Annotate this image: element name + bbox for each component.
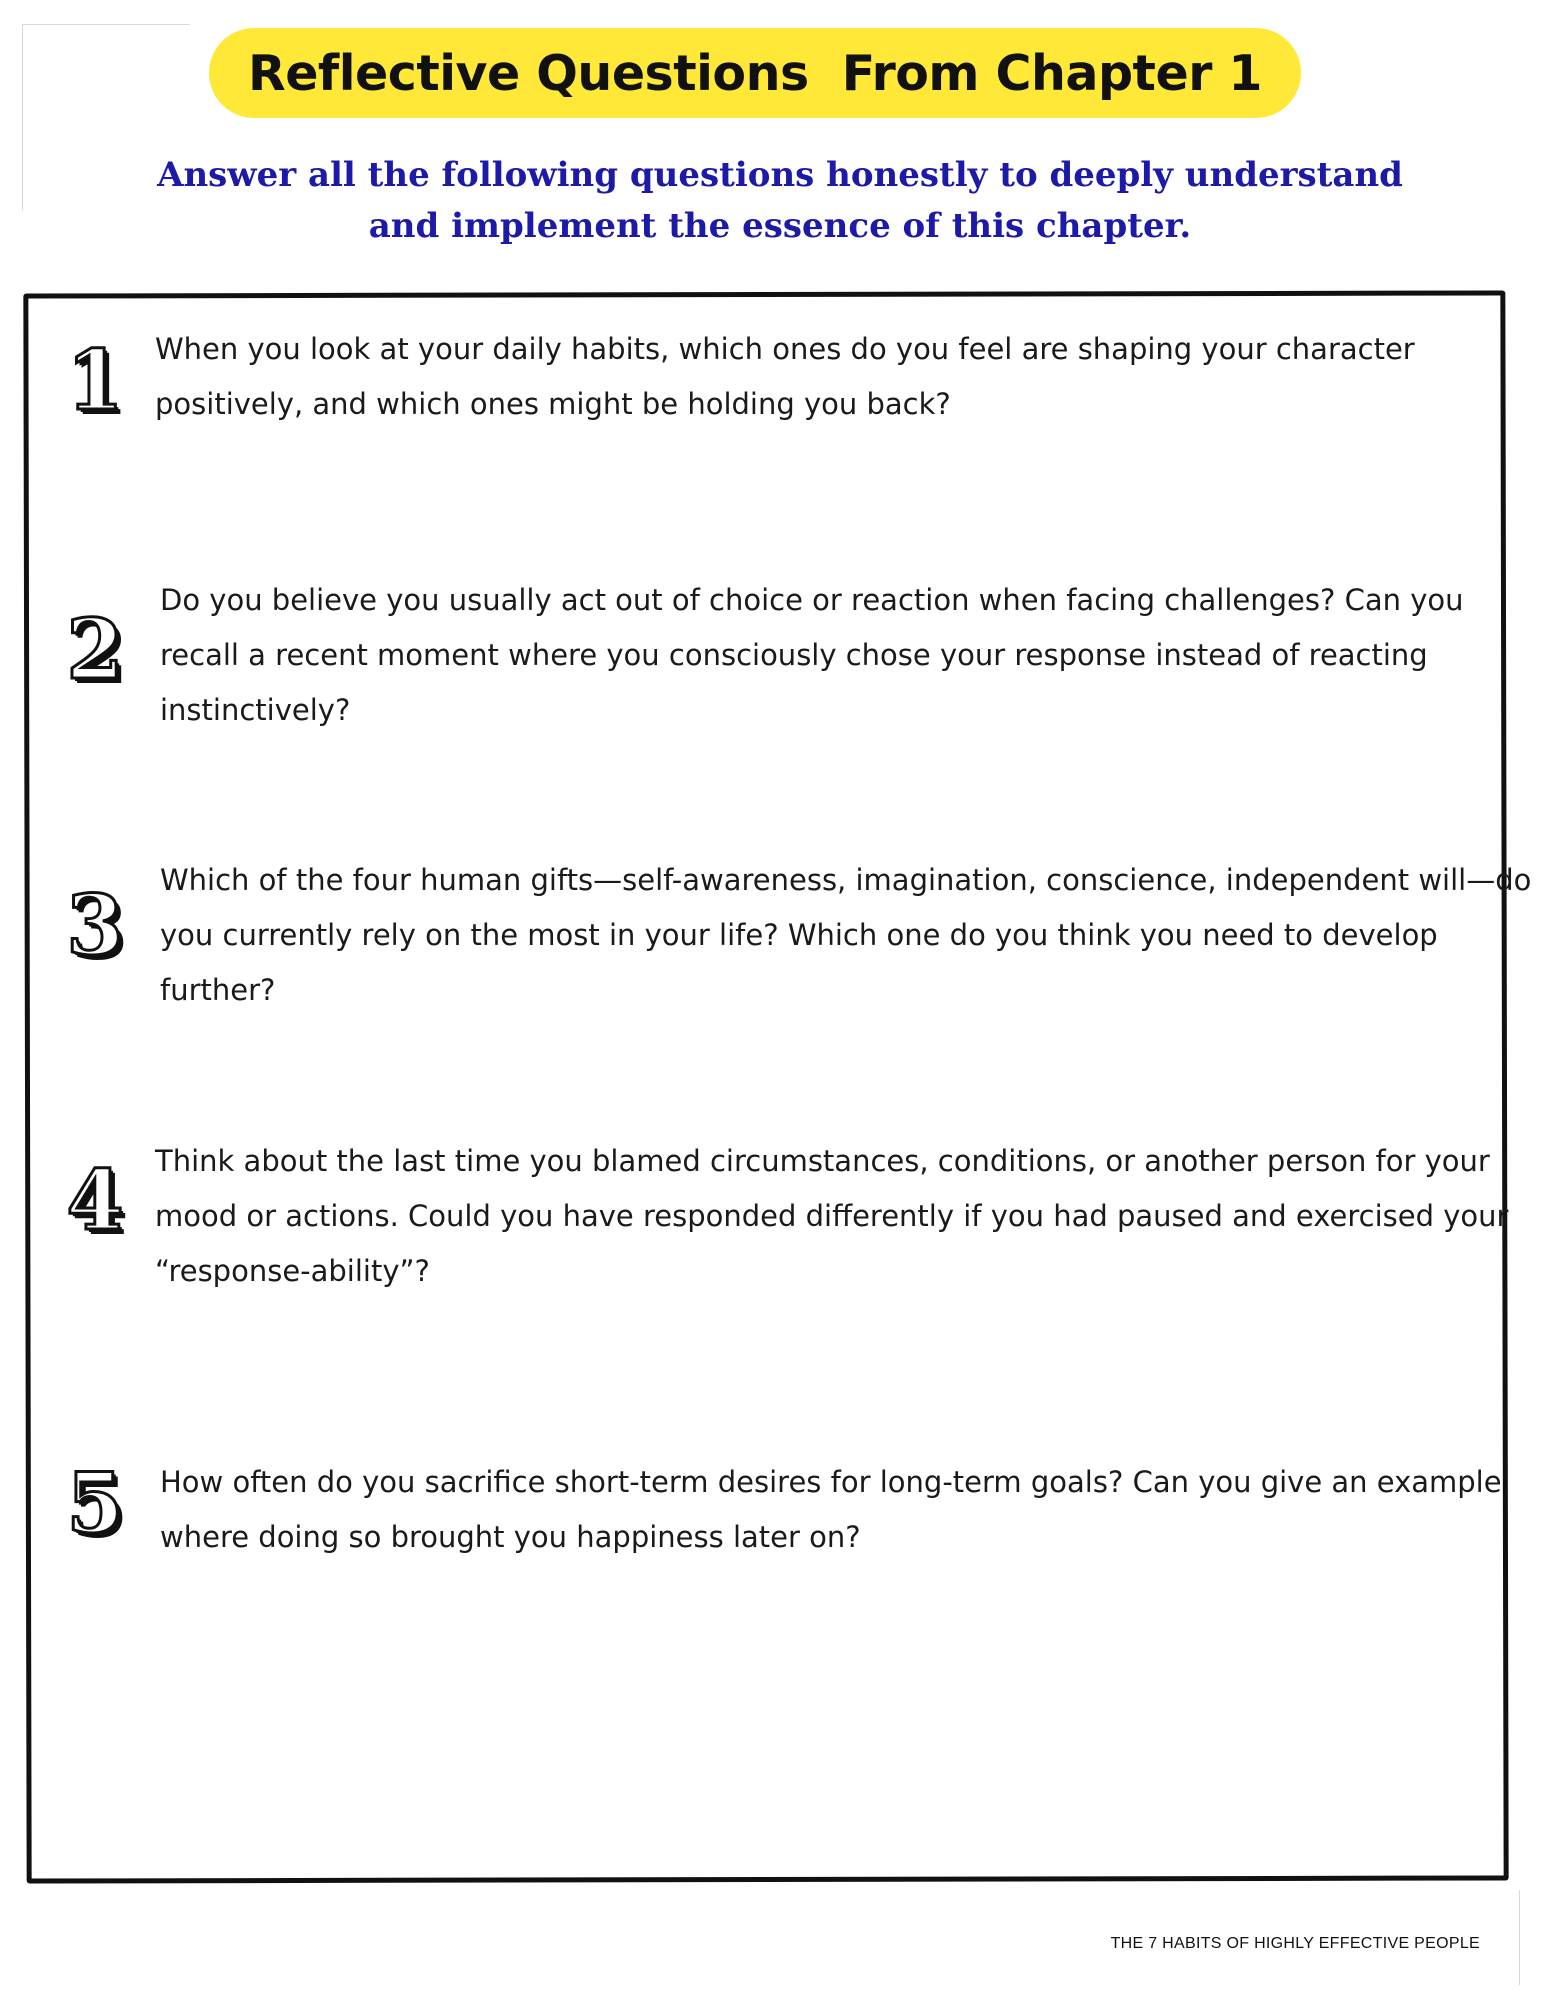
question-number: 3 <box>66 878 124 974</box>
question-number: 4 <box>66 1153 124 1249</box>
question-number: 1 <box>66 333 124 429</box>
page-title: Reflective Questions From Chapter 1 <box>247 44 1263 102</box>
decorative-corner-line <box>22 24 190 25</box>
decorative-corner-line <box>1519 1890 1520 1985</box>
question-number: 2 <box>66 602 124 698</box>
question-number: 5 <box>66 1456 124 1552</box>
question-text: Think about the last time you blamed circumstances, conditions, or another person for your mood or actions. Could you have responded differently if you had paused and exercised your “response-ability”? <box>155 1144 1509 1288</box>
question-text: When you look at your daily habits, which ones do you feel are shaping your character positively, and which ones might be holding you back? <box>155 332 1415 421</box>
footer-book-title: THE 7 HABITS OF HIGHLY EFFECTIVE PEOPLE <box>1110 1935 1480 1952</box>
page-subtitle: Answer all the following questions honestly to deeply understand and implement the essence of this chapter. <box>157 155 1403 246</box>
question-text: How often do you sacrifice short-term desires for long-term goals? Can you give an example where doing so brought you happiness later on? <box>160 1465 1502 1554</box>
question-text: Do you believe you usually act out of choice or reaction when facing challenges? Can you recall a recent moment where you consciously chose your response instead of reacting instinctively? <box>160 583 1464 727</box>
questions-frame <box>23 290 1508 1883</box>
title-banner <box>209 28 1301 118</box>
question-text: Which of the four human gifts—self-awareness, imagination, conscience, independent will—do you currently rely on the most in your life? Which one do you think you need to develop further? <box>160 863 1532 1007</box>
decorative-corner-line <box>22 24 23 210</box>
